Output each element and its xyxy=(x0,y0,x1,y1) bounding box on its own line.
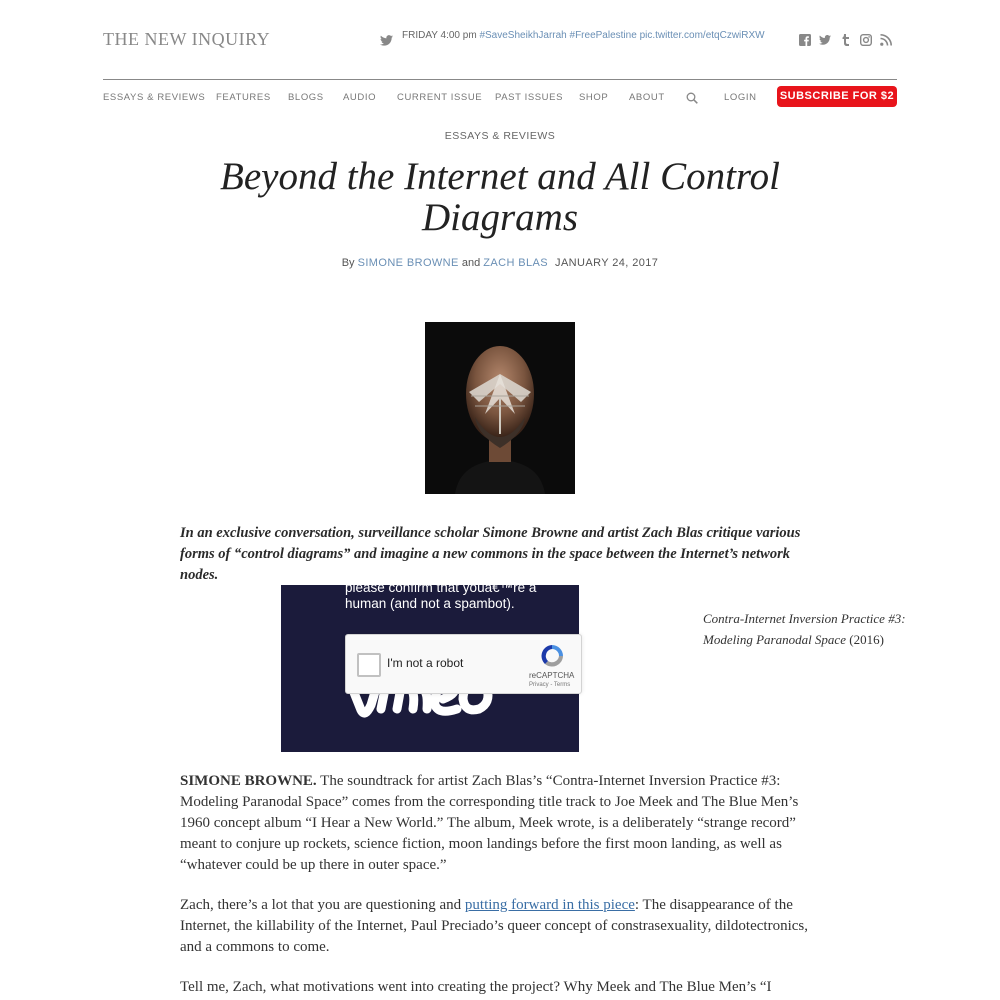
nav-shop[interactable]: SHOP xyxy=(579,92,609,103)
recaptcha-checkbox[interactable] xyxy=(357,653,381,677)
tweet-link[interactable]: pic.twitter.com/etqCzwiRXW xyxy=(639,30,765,41)
search-icon[interactable] xyxy=(686,92,698,104)
paragraph-3 xyxy=(180,977,820,998)
tweet-time: FRIDAY 4:00 pm xyxy=(402,30,477,41)
nav-blogs[interactable]: BLOGS xyxy=(288,92,324,103)
recaptcha-label: I'm not a robot xyxy=(387,656,464,670)
article-dek: In an exclusive conversation, surveillance scholar Simone Browne and artist Zach Blas critique various forms of “control diagrams” and imagine a new commons in the space between the Internet’s network nodes. xyxy=(180,525,801,583)
article-title: Beyond the Internet and All Control Diagrams xyxy=(220,155,780,239)
login-link[interactable]: LOGIN xyxy=(724,92,757,103)
recaptcha-brand: reCAPTCHA xyxy=(529,671,575,680)
tweet-hashtag-freepalestine[interactable]: #FreePalestine xyxy=(569,30,637,41)
tumblr-icon[interactable] xyxy=(840,34,852,46)
twitter-bird-icon xyxy=(380,35,393,46)
paragraph-2 xyxy=(180,895,820,958)
recaptcha-widget xyxy=(345,634,582,694)
nav-past-issues[interactable]: PAST ISSUES xyxy=(495,92,564,103)
article-date: JANUARY 24, 2017 xyxy=(555,257,659,269)
nav-audio[interactable]: AUDIO xyxy=(343,92,377,103)
video-human-check-text: please confirm that youâ€™re a human (and not a spambot). xyxy=(345,580,537,611)
nav-essays-reviews[interactable]: ESSAYS & REVIEWS xyxy=(103,92,206,103)
latest-tweet xyxy=(402,30,765,41)
paragraph-1-text: The soundtrack for artist Zach Blas’s “Contra-Internet Inversion Practice #3: Modeling Paranodal Space” comes from the corresponding title track to Joe Meek and The Blue Men’s 1960 concept album “I Hear a New World.” The album, Meek wrote, is a deliberately “strange record” meant to conjure up rockets, science fiction, moon landings before the first moon landing, as well as “whatever could be up there in outer space.” xyxy=(180,773,799,873)
hero-image xyxy=(425,322,575,494)
video-caption xyxy=(703,608,933,650)
caption-title: Contra-Internet Inversion Practice #3: Modeling Paranodal Space xyxy=(703,611,906,647)
recaptcha-privacy-terms[interactable]: Privacy - Terms xyxy=(529,682,571,688)
facebook-icon[interactable] xyxy=(799,34,811,46)
tweet-hashtag-savesheikhjarrah[interactable]: #SaveSheikhJarrah xyxy=(479,30,567,41)
subscribe-button[interactable]: SUBSCRIBE FOR $2 xyxy=(777,86,897,107)
twitter-icon[interactable] xyxy=(819,34,831,46)
header-divider xyxy=(103,79,897,80)
byline-by: By xyxy=(341,257,355,269)
speaker-simone-browne: SIMONE BROWNE. xyxy=(180,773,317,789)
author-simone-browne[interactable]: SIMONE BROWNE xyxy=(357,257,459,269)
author-zach-blas[interactable]: ZACH BLAS xyxy=(483,257,548,269)
paragraph-2-before: Zach, there’s a lot that you are questioning and xyxy=(180,897,465,913)
paragraph-2-after: : The disappearance of the Internet, the killability of the Internet, Paul Preciado’s queer concept of constrasexuality, dildotectronics, and a commons to come. xyxy=(180,897,808,955)
article-byline xyxy=(0,257,1000,269)
site-logo[interactable]: THE NEW INQUIRY xyxy=(103,29,271,49)
nav-features[interactable]: FEATURES xyxy=(216,92,271,103)
rss-icon[interactable] xyxy=(880,34,892,46)
caption-year: (2016) xyxy=(845,632,884,647)
nav-current-issue[interactable]: CURRENT ISSUE xyxy=(397,92,483,103)
recaptcha-logo-icon xyxy=(538,643,566,669)
masked-portrait xyxy=(425,322,575,494)
article-section[interactable]: ESSAYS & REVIEWS xyxy=(444,130,556,142)
paragraph-1 xyxy=(180,771,820,876)
instagram-icon[interactable] xyxy=(860,34,872,46)
putting-forward-link[interactable]: putting forward in this piece xyxy=(464,897,635,913)
paragraph-3-text: Tell me, Zach, what motivations went into creating the project? Why Meek and The Blue Men’s “I xyxy=(180,979,772,995)
nav-about[interactable]: ABOUT xyxy=(629,92,665,103)
byline-and: and xyxy=(461,257,481,269)
